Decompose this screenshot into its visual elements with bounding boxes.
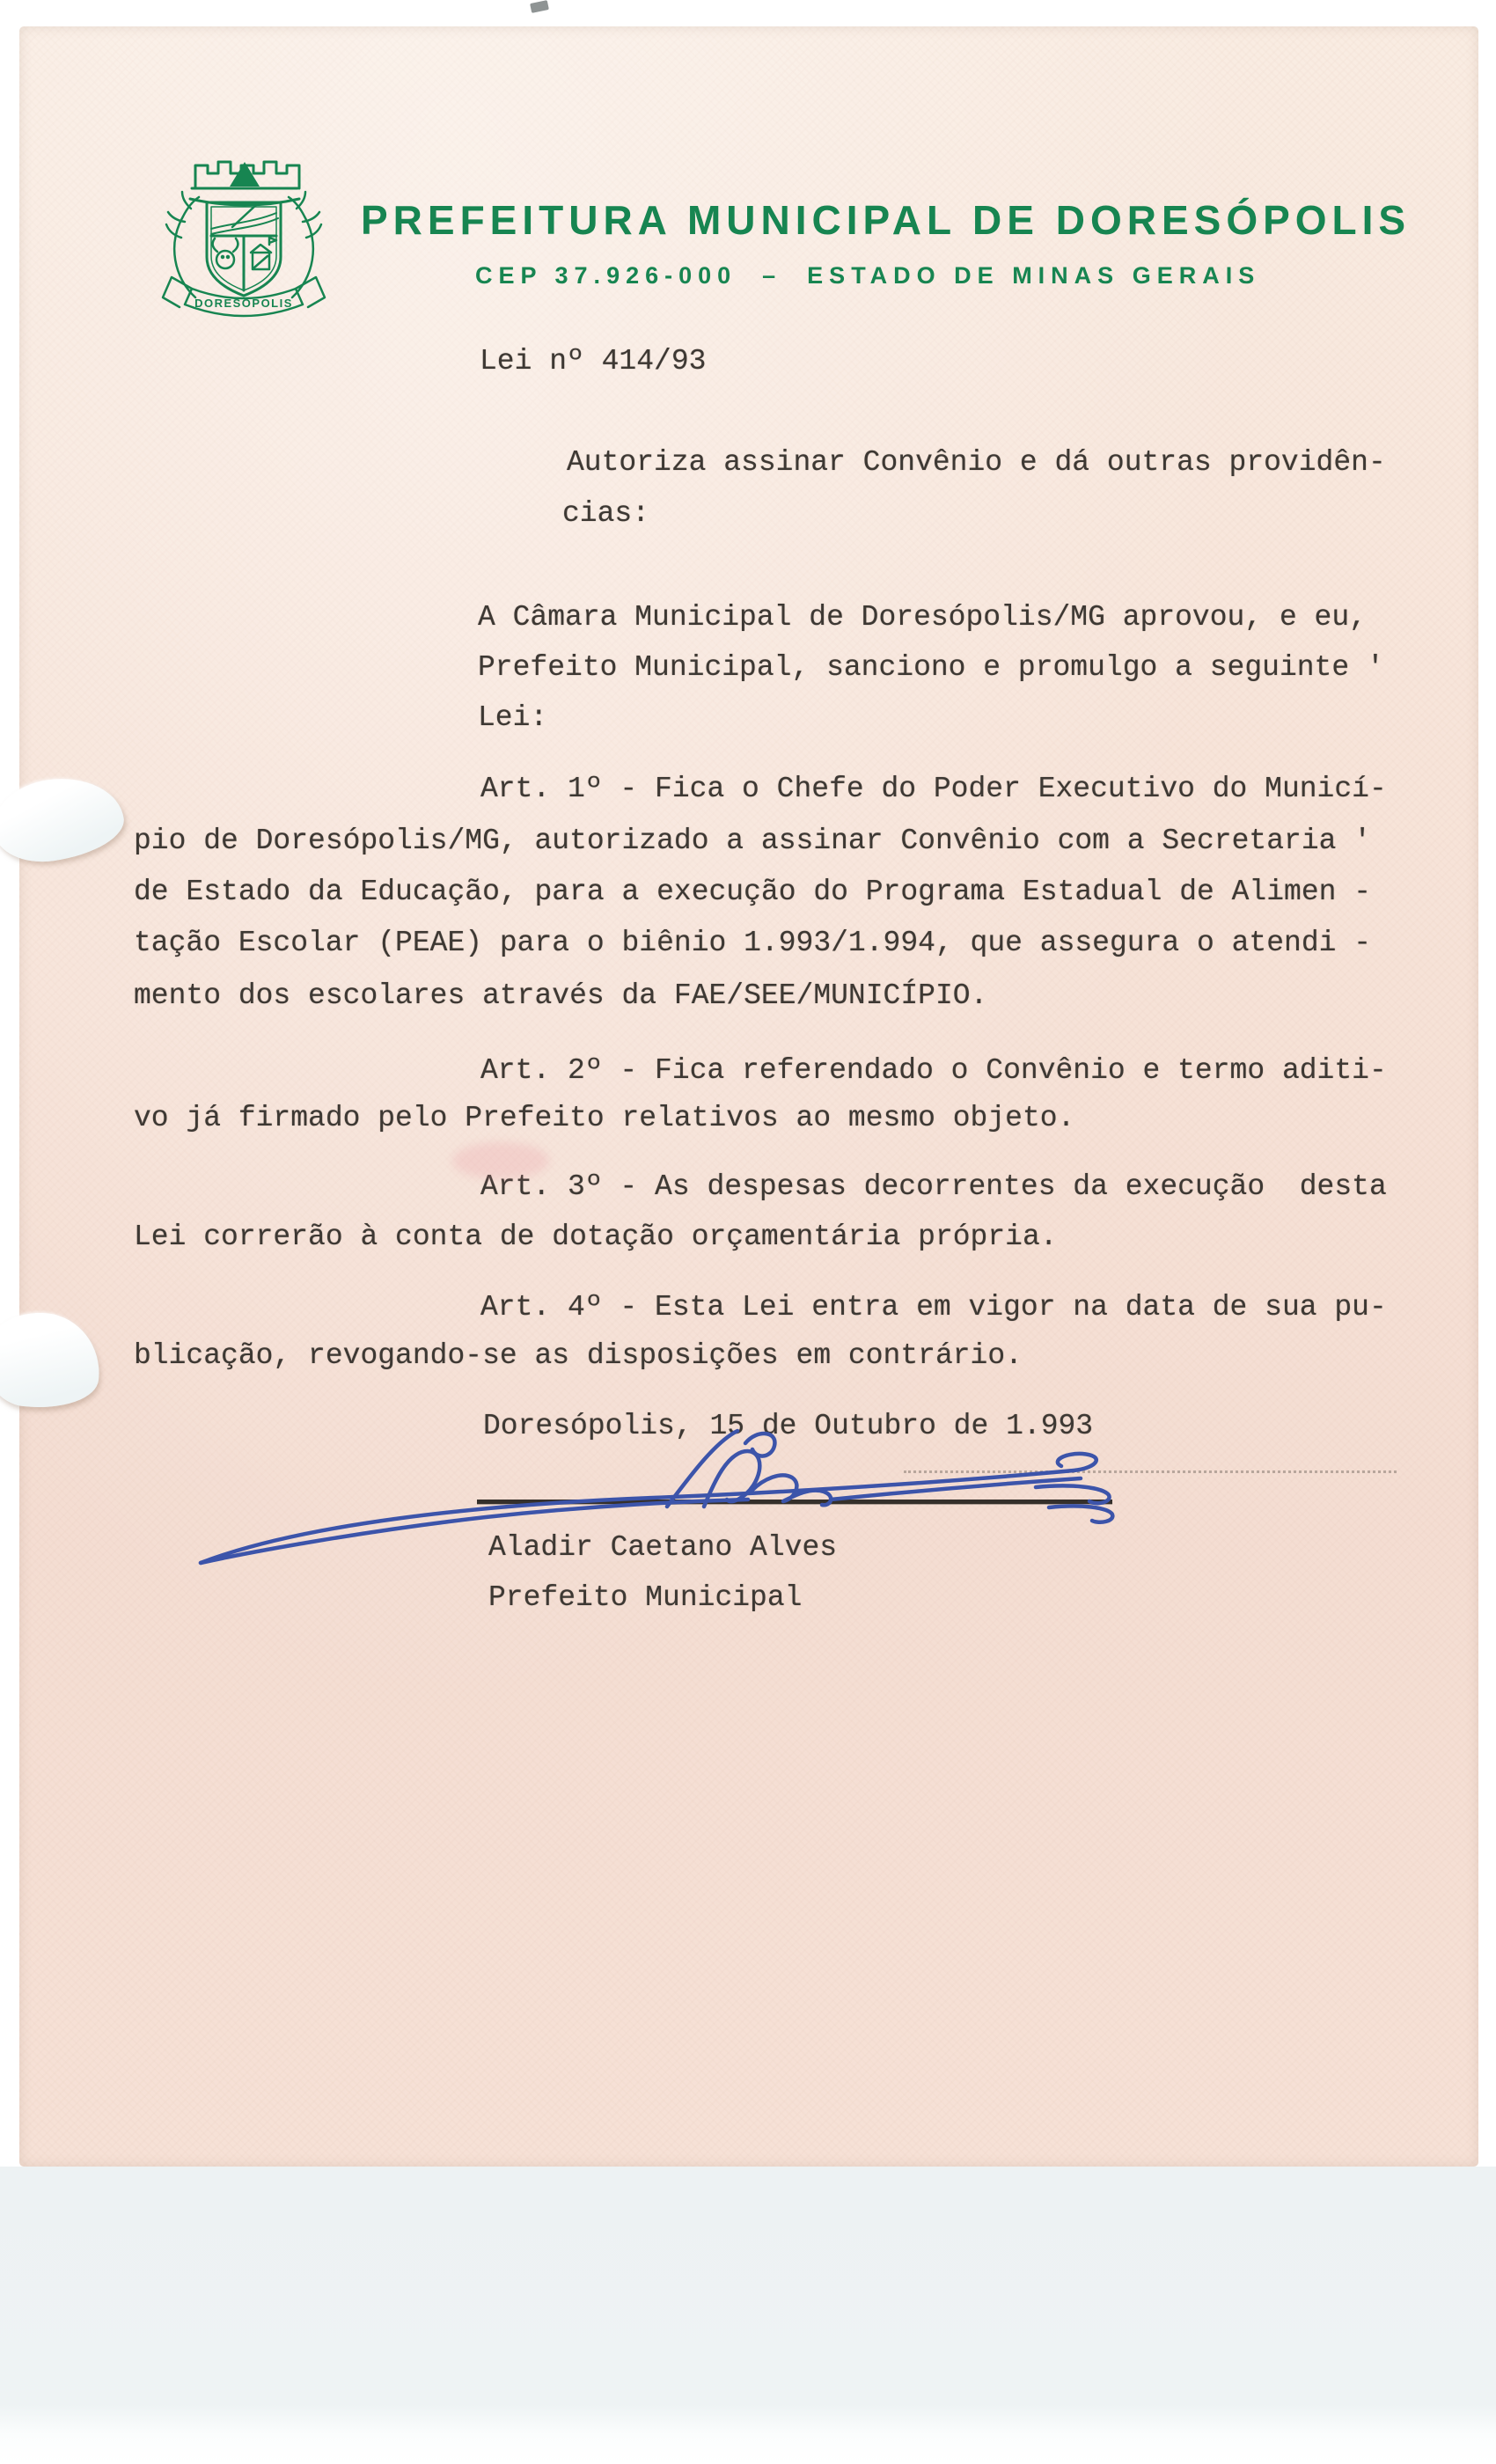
municipal-crest-icon: [141, 148, 347, 319]
article-1-line: tação Escolar (PEAE) para o biênio 1.993/1.994, que assegura o atendi -: [134, 927, 1372, 959]
preamble-line: A Câmara Municipal de Doresópolis/MG aprovou, e eu,: [478, 601, 1367, 634]
article-2-line: Art. 2º - Fica referendado o Convênio e termo aditi-: [480, 1054, 1387, 1087]
law-number: Lei nº 414/93: [480, 345, 707, 378]
preamble-line: Lei:: [478, 701, 548, 734]
preamble-line: Prefeito Municipal, sanciono e promulgo a seguinte ': [478, 651, 1384, 684]
article-1-line: de Estado da Educação, para a execução do Programa Estadual de Alimen -: [134, 876, 1372, 908]
ementa-line: Autoriza assinar Convênio e dá outras providên-: [567, 446, 1386, 479]
punch-hole-tear: [0, 770, 128, 869]
article-1-line: mento dos escolares através da FAE/SEE/MUNICÍPIO.: [134, 979, 988, 1012]
signatory-name: Aladir Caetano Alves: [488, 1531, 838, 1564]
scan-artifact-mark: [530, 0, 549, 13]
article-1-line: pio de Doresópolis/MG, autorizado a assinar Convênio com a Secretaria ': [134, 825, 1372, 857]
dateline: Doresópolis, 15 de Outubro de 1.993: [483, 1410, 1094, 1442]
crest-building: [251, 238, 276, 269]
punch-hole-tear: [0, 1307, 105, 1413]
org-name: PREFEITURA MUNICIPAL DE DORESÓPOLIS: [361, 197, 1412, 243]
article-1-line: Art. 1º - Fica o Chefe do Poder Executivo do Municí-: [480, 773, 1387, 805]
article-2-line: vo já firmado pelo Prefeito relativos ao mesmo objeto.: [134, 1102, 1075, 1134]
ementa-line: cias:: [562, 497, 650, 530]
crest-banner-text: DORESOPOLIS: [194, 297, 293, 310]
signatory-title: Prefeito Municipal: [488, 1581, 803, 1614]
scanner-background: [0, 2167, 1496, 2464]
article-4-line: Art. 4º - Esta Lei entra em vigor na data de sua pu-: [480, 1291, 1387, 1324]
article-3-line: Lei correrão à conta de dotação orçamentária própria.: [134, 1221, 1058, 1253]
crest-bull-head: [213, 238, 238, 268]
article-3-line: Art. 3º - As despesas decorrentes da execução desta: [480, 1170, 1387, 1203]
pink-smudge-artifact: [452, 1142, 549, 1179]
org-address: CEP 37.926-000 – ESTADO DE MINAS GERAIS: [475, 262, 1261, 289]
document-page: [19, 26, 1478, 2167]
crest-crown: [190, 162, 299, 205]
article-4-line: blicação, revogando-se as disposições em contrário.: [134, 1339, 1023, 1372]
crest-shield: [207, 202, 281, 296]
